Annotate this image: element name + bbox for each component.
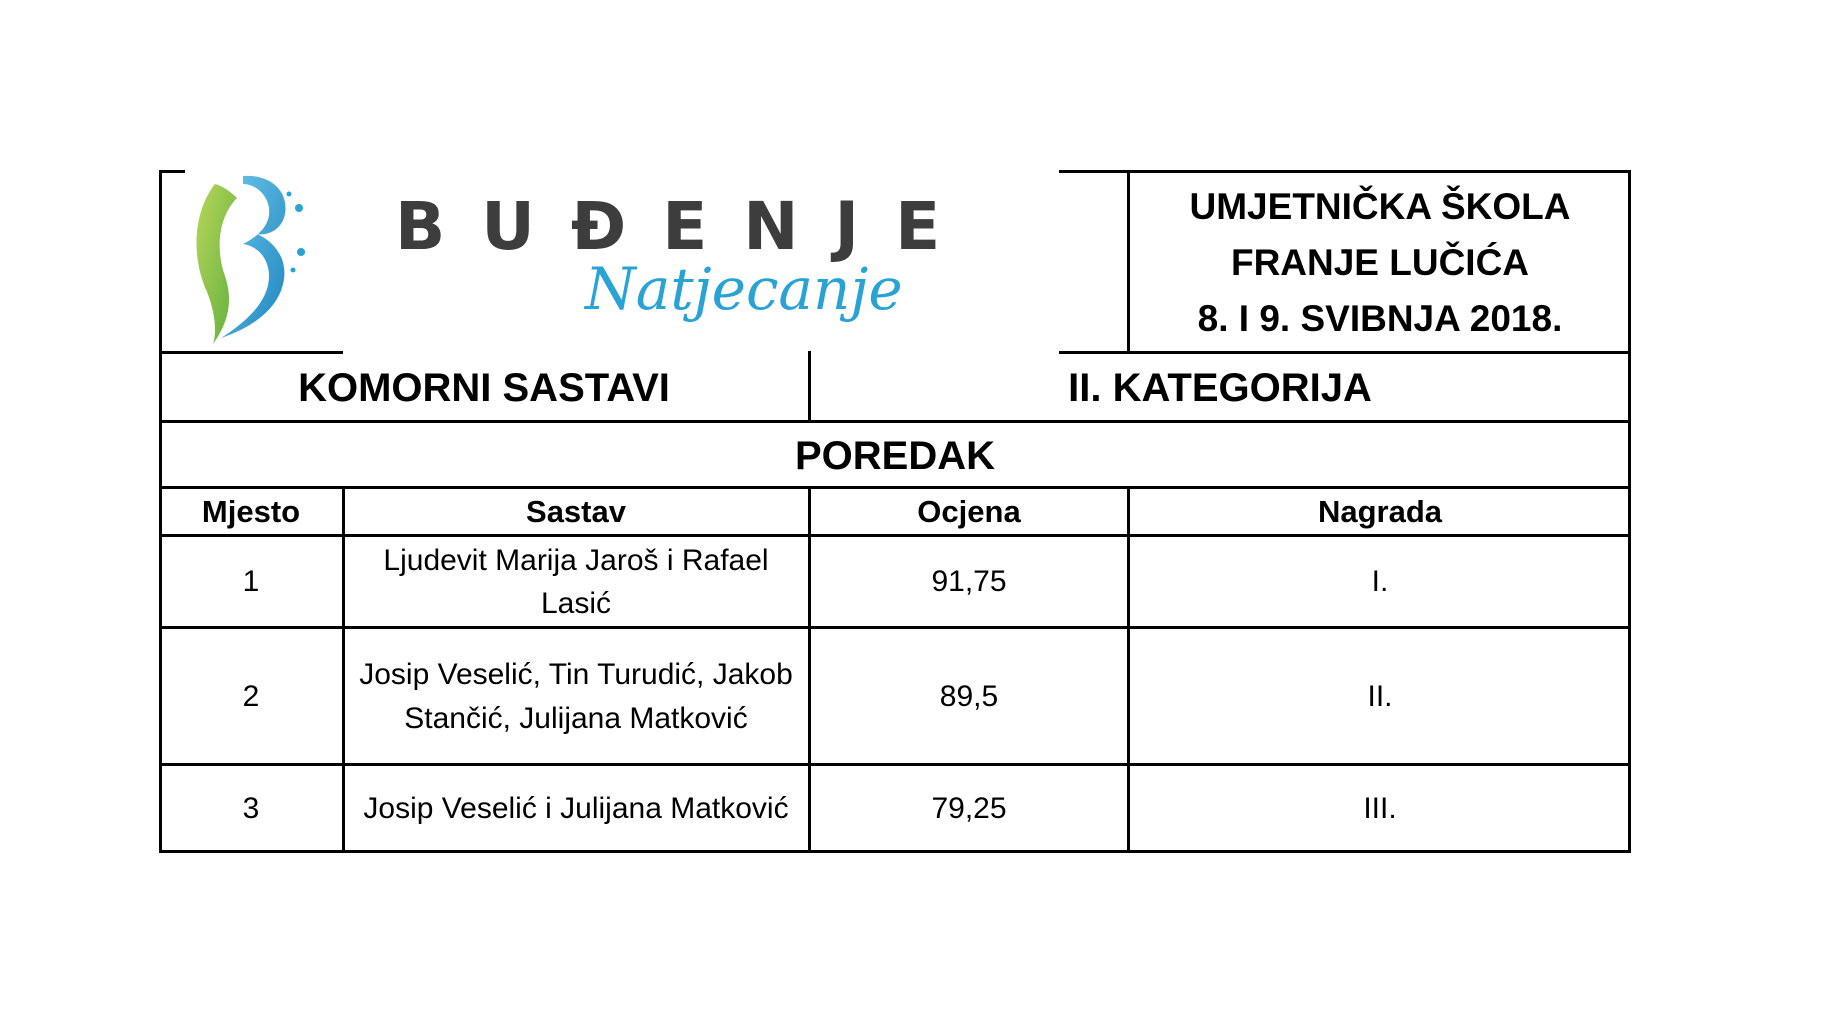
- row3-place: 3: [242, 792, 260, 826]
- header-ensemble: Sastav: [526, 493, 626, 529]
- rule-under-logo-right: [1059, 351, 1631, 354]
- logo-title: BUĐENJE: [395, 188, 977, 265]
- rule-col3: [1127, 486, 1130, 853]
- rule-under-row2: [159, 763, 1631, 766]
- table-title: POREDAK: [794, 433, 996, 478]
- budenje-logo: [185, 172, 1025, 350]
- row2-ensemble: Josip Veselić, Tin Turudić, Jakob Stančić, Julijana Matković: [359, 658, 793, 735]
- rule-school-divider: [1127, 170, 1130, 353]
- row3-award: III.: [1363, 792, 1397, 826]
- row1-score: 91,75: [931, 565, 1007, 599]
- row1-ensemble: Ljudevit Marija Jaroš i Rafael Lasić: [383, 543, 769, 620]
- rule-under-section: [159, 420, 1631, 423]
- rule-under-title: [159, 486, 1631, 489]
- rule-under-row1: [159, 626, 1631, 629]
- row3-ensemble: Josip Veselić i Julijana Matković: [363, 792, 789, 826]
- row2-award: II.: [1367, 679, 1393, 713]
- results-sheet: [159, 170, 1631, 853]
- row2-score: 89,5: [939, 679, 999, 713]
- rule-left: [159, 170, 162, 853]
- row1-place: 1: [242, 565, 260, 599]
- rule-under-logo-left: [159, 351, 343, 354]
- school-name-line2: FRANJE LUČIĆA: [1230, 242, 1530, 283]
- rule-top-right: [1059, 170, 1631, 173]
- section-category-left: KOMORNI SASTAVI: [298, 366, 670, 410]
- rule-col2: [808, 486, 811, 853]
- rule-top-left: [159, 170, 185, 173]
- row2-place: 2: [242, 679, 260, 713]
- competition-dates: 8. I 9. SVIBNJA 2018.: [1197, 298, 1563, 339]
- rule-bottom: [159, 850, 1631, 853]
- row3-score: 79,25: [931, 792, 1007, 826]
- rule-section-divider: [808, 351, 811, 422]
- rule-col1: [342, 486, 345, 853]
- header-award: Nagrada: [1317, 493, 1443, 529]
- school-name-line1: UMJETNIČKA ŠKOLA: [1189, 186, 1571, 227]
- header-place: Mjesto: [201, 493, 301, 529]
- header-score: Ocjena: [917, 493, 1021, 529]
- school-info: [1129, 174, 1631, 352]
- rule-under-headers: [159, 534, 1631, 537]
- logo-subtitle: Natjecanje: [585, 255, 903, 323]
- row1-award: I.: [1371, 565, 1389, 599]
- section-category-right: II. KATEGORIJA: [1068, 366, 1372, 410]
- rule-right: [1628, 170, 1631, 853]
